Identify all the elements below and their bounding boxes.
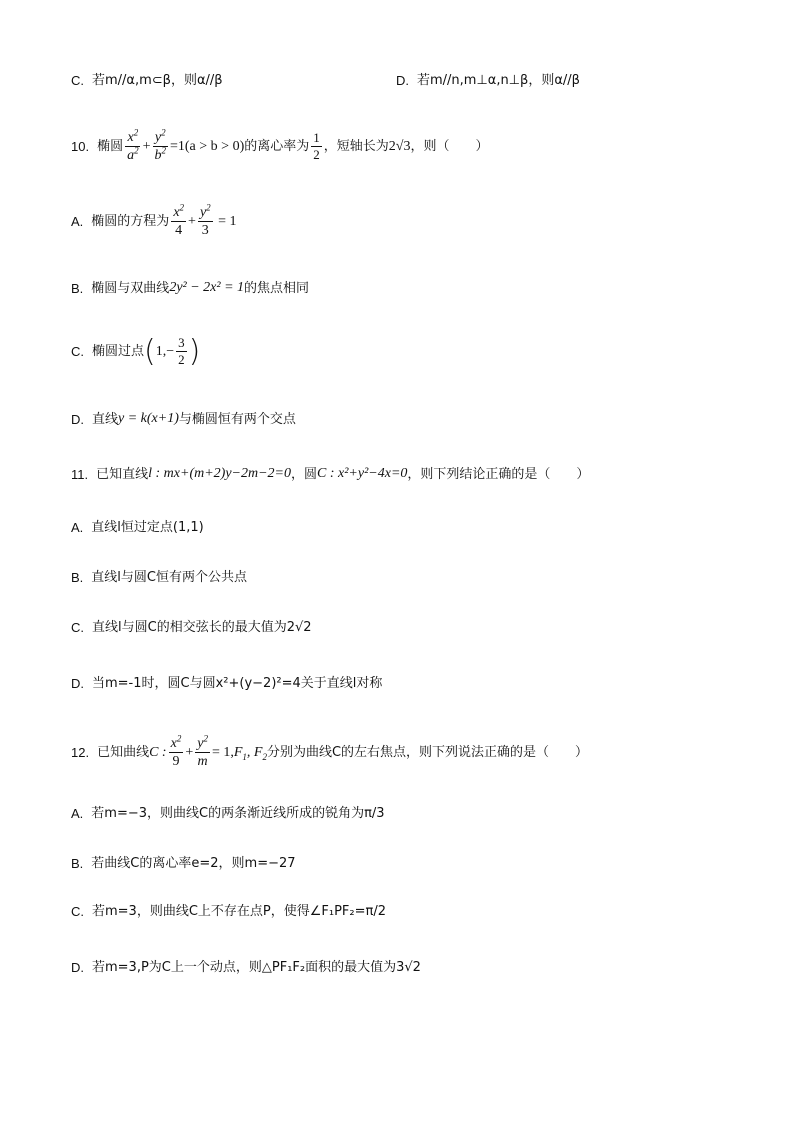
fraction-x2-4: $\frac{x^2}{4}$ [173,202,185,239]
stem-text: 已知直线 [96,466,149,482]
option-text: 若m=3，则曲线C上不存在点P，使得∠F₁PF₂=π/2 [92,904,386,919]
option-text: 椭圆与双曲线 [91,280,170,296]
option-label: C. [71,73,84,88]
question-number: 12. [71,745,90,761]
option-label: B. [71,570,84,585]
q12-option-d [71,961,421,974]
q12-option-b [71,857,296,870]
option-label: A. [71,214,84,230]
fraction-one-half: $\frac{1}{2}$ [313,130,320,163]
fraction-x2-a2: $\frac{x^2}{a^2}$ [127,127,139,164]
option-text: 若m=3,P为C上一个动点，则△PF₁F₂面积的最大值为3√2 [92,960,421,975]
stem-text: 已知曲线 [97,745,150,761]
fraction-y2-3: $\frac{y^2}{3}$ [199,202,211,239]
q12-option-c [71,905,386,918]
circle-equation: C : x²+y²−4x=0 [317,466,408,481]
stem-text: ，则（ ） [410,139,489,155]
q10-option-d [71,412,296,426]
option-label: C. [71,344,84,360]
option-text: 直线 [92,411,119,427]
option-text: 椭圆过点 [92,344,145,360]
option-text: 直线l与圆C恒有两个公共点 [91,570,247,585]
stem-text: ，则下列结论正确的是（ ） [407,466,590,482]
q11-option-a [71,521,204,534]
q11-option-c [71,621,312,634]
q11-stem [71,467,589,481]
option-text: 若m//n,m⊥α,n⊥β，则α//β [417,73,580,88]
option-text: 若m=−3，则曲线C的两条渐近线所成的锐角为π/3 [91,806,385,821]
option-label: C. [71,904,84,919]
q9-option-d [396,74,580,87]
stem-text: ，短轴长为 [323,139,389,155]
q11-option-d [71,677,382,690]
q10-stem: 10. 椭圆 $\frac{x^2}{a^2}$ + $\frac{y^2}{b^2}$ =1(a > b > 0) 的离心率为 $\frac{1}{2}$ ，短轴长为 2√3 ，则（ ） [71,127,489,164]
option-text: 椭圆的方程为 [91,214,170,230]
fraction-x2-9: $\frac{x^2}{9}$ [170,733,182,770]
option-label: A. [71,520,84,535]
question-number: 10. [71,139,90,155]
option-label: C. [71,620,84,635]
q9-option-c [71,74,223,87]
option-label: D. [71,960,84,975]
q10-option-c: C. 椭圆过点 ( 1,− $\frac{3}{2}$ ) [71,333,201,369]
q10-option-a: A. 椭圆的方程为 $\frac{x^2}{4}$ + $\frac{y^2}{3}$ = 1 [71,202,237,239]
option-label: D. [71,411,84,427]
stem-text: ，圆 [291,466,318,482]
option-text: 与椭圆恒有两个交点 [178,411,296,427]
stem-text: 的离心率为 [244,139,310,155]
option-label: B. [71,280,84,296]
line-equation: y = k(x+1) [118,411,179,426]
option-text: 若曲线C的离心率e=2，则m=−27 [91,856,296,871]
option-text: 当m=-1时，圆C与圆x²+(y−2)²=4关于直线l对称 [92,676,383,691]
hyperbola-equation: 2y² − 2x² = 1 [169,280,245,295]
option-text: 直线l与圆C的相交弦长的最大值为2√2 [92,620,312,635]
option-label: D. [71,676,84,691]
q10-option-b [71,281,309,295]
short-axis-value: 2√3 [388,138,411,154]
stem-text: 分别为曲线C的左右焦点，则下列说法正确的是（ ） [266,745,589,761]
q12-stem: 12. 已知曲线 C : $\frac{x^2}{9}$ + $\frac{y^2}{m}$ = 1, $F_1$, $F_2$ 分别为曲线C的左右焦点，则下列说法正确的是（ ） [71,733,589,770]
fraction-y2-b2: $\frac{y^2}{b^2}$ [154,127,166,164]
option-text: 若m//α,m⊂β，则α//β [92,73,223,88]
ellipse-condition: =1(a > b > 0) [170,138,245,154]
q11-option-b [71,571,247,584]
q12-option-a [71,807,385,820]
question-number: 11. [71,466,89,482]
option-label: D. [396,73,409,88]
option-text: 的焦点相同 [244,280,310,296]
fraction-y2-m: $\frac{y^2}{m}$ [197,733,208,770]
fraction-3-2: $\frac{3}{2}$ [178,335,185,368]
stem-text: 椭圆 [97,139,124,155]
option-label: B. [71,856,84,871]
option-label: A. [71,806,84,821]
option-text: 直线l恒过定点(1,1) [91,520,204,535]
line-equation: l : mx+(m+2)y−2m−2=0 [148,466,291,481]
